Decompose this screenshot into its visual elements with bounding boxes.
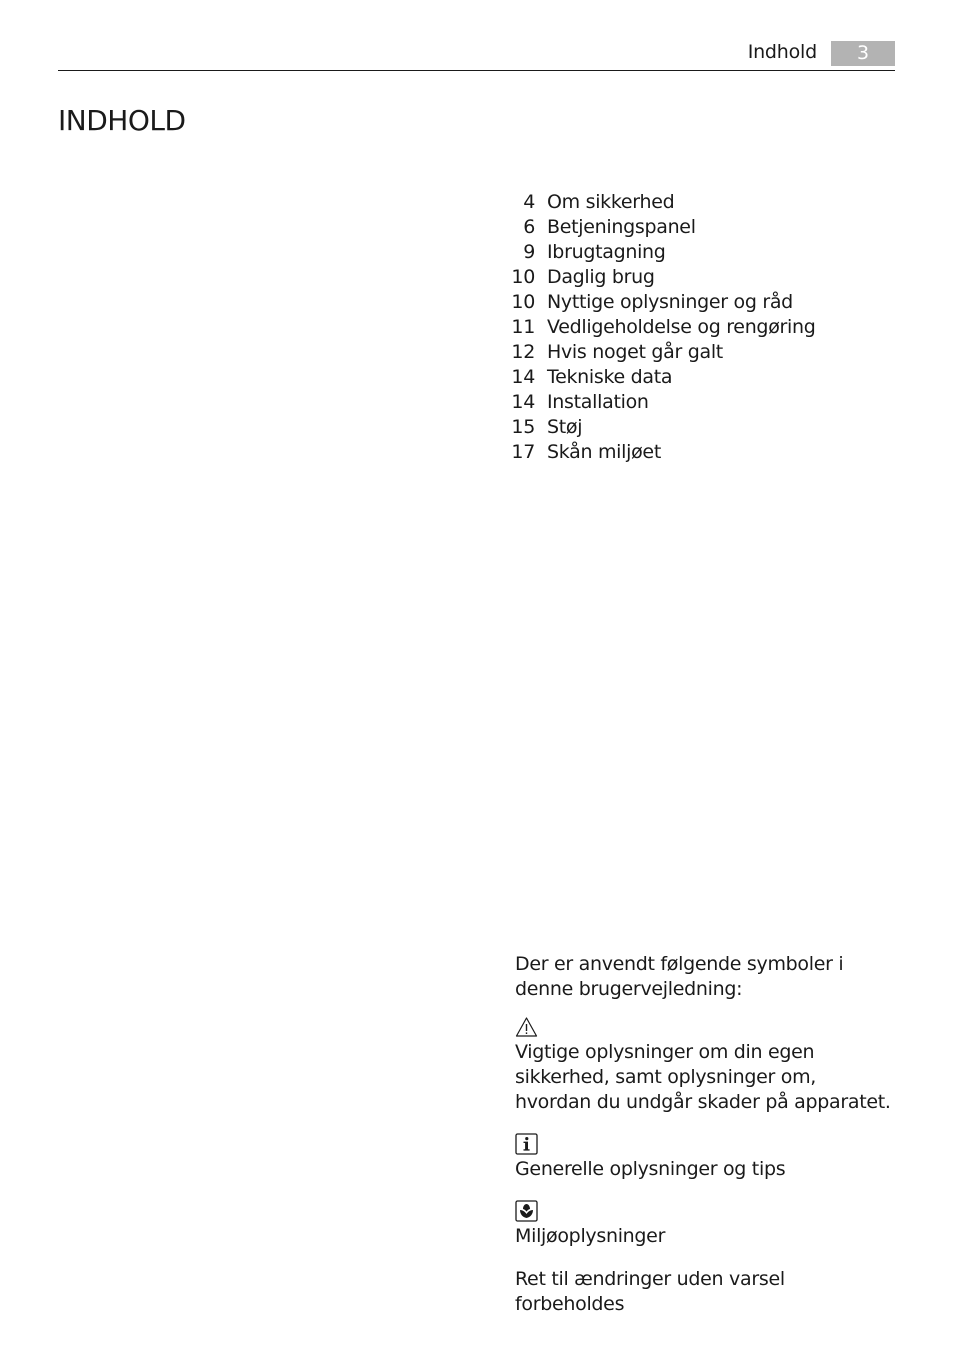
header-divider — [58, 70, 895, 71]
warning-triangle-icon — [515, 1016, 538, 1038]
toc-label: Nyttige oplysninger og råd — [547, 291, 793, 313]
page-title: INDHOLD — [58, 104, 186, 137]
symbols-legend — [515, 952, 895, 1317]
toc-label: Hvis noget går galt — [547, 341, 723, 363]
toc-label: Om sikkerhed — [547, 191, 675, 213]
toc-label: Støj — [547, 416, 583, 438]
toc-page-number: 14 — [511, 366, 535, 388]
toc-page-number: 6 — [523, 216, 535, 238]
symbol-description: Generelle oplysninger og tips — [515, 1158, 786, 1180]
toc-page-number: 15 — [511, 416, 535, 438]
toc-entry-ibrugtagning[interactable] — [500, 240, 900, 265]
toc-label: Betjeningspanel — [547, 216, 696, 238]
toc-label: Daglig brug — [547, 266, 655, 288]
toc-page-number: 9 — [523, 241, 535, 263]
toc-entry-betjeningspanel[interactable] — [500, 215, 900, 240]
environment-icon — [515, 1200, 538, 1222]
toc-entry-daglig-brug[interactable] — [500, 265, 900, 290]
toc-page-number: 12 — [511, 341, 535, 363]
symbols-intro: Der er anvendt følgende symboler i denne brugervejledning: — [515, 953, 844, 1000]
toc-page-number: 17 — [511, 441, 535, 463]
toc-entry-om-sikkerhed[interactable] — [500, 190, 900, 215]
toc-entry-vedligeholdelse[interactable] — [500, 315, 900, 340]
toc-label: Installation — [547, 391, 649, 413]
toc-label: Tekniske data — [547, 366, 673, 388]
table-of-contents — [500, 190, 900, 465]
header-section-title: Indhold — [747, 41, 817, 63]
symbol-description: Miljøoplysninger — [515, 1225, 666, 1247]
toc-page-number: 10 — [511, 291, 535, 313]
toc-entry-hvis-noget-gaar-galt[interactable] — [500, 340, 900, 365]
symbol-item-environment — [515, 1200, 895, 1249]
disclaimer: Ret til ændringer uden varsel forbeholdes — [515, 1268, 785, 1315]
page-number-badge: 3 — [831, 41, 895, 66]
toc-entry-stoej[interactable] — [500, 415, 900, 440]
toc-page-number: 4 — [523, 191, 535, 213]
toc-entry-installation[interactable] — [500, 390, 900, 415]
info-icon — [515, 1133, 538, 1155]
toc-page-number: 10 — [511, 266, 535, 288]
toc-entry-skaan-miljoeet[interactable] — [500, 440, 900, 465]
toc-label: Vedligeholdelse og rengøring — [547, 316, 816, 338]
toc-entry-tekniske-data[interactable] — [500, 365, 900, 390]
toc-entry-nyttige-oplysninger[interactable] — [500, 290, 900, 315]
symbol-item-warning — [515, 1016, 895, 1115]
toc-page-number: 11 — [511, 316, 535, 338]
toc-page-number: 14 — [511, 391, 535, 413]
toc-label: Skån miljøet — [547, 441, 661, 463]
toc-label: Ibrugtagning — [547, 241, 666, 263]
symbol-item-info — [515, 1133, 895, 1182]
symbol-description: Vigtige oplysninger om din egen sikkerhed, samt oplysninger om, hvordan du undgår skader på apparatet. — [515, 1041, 891, 1113]
